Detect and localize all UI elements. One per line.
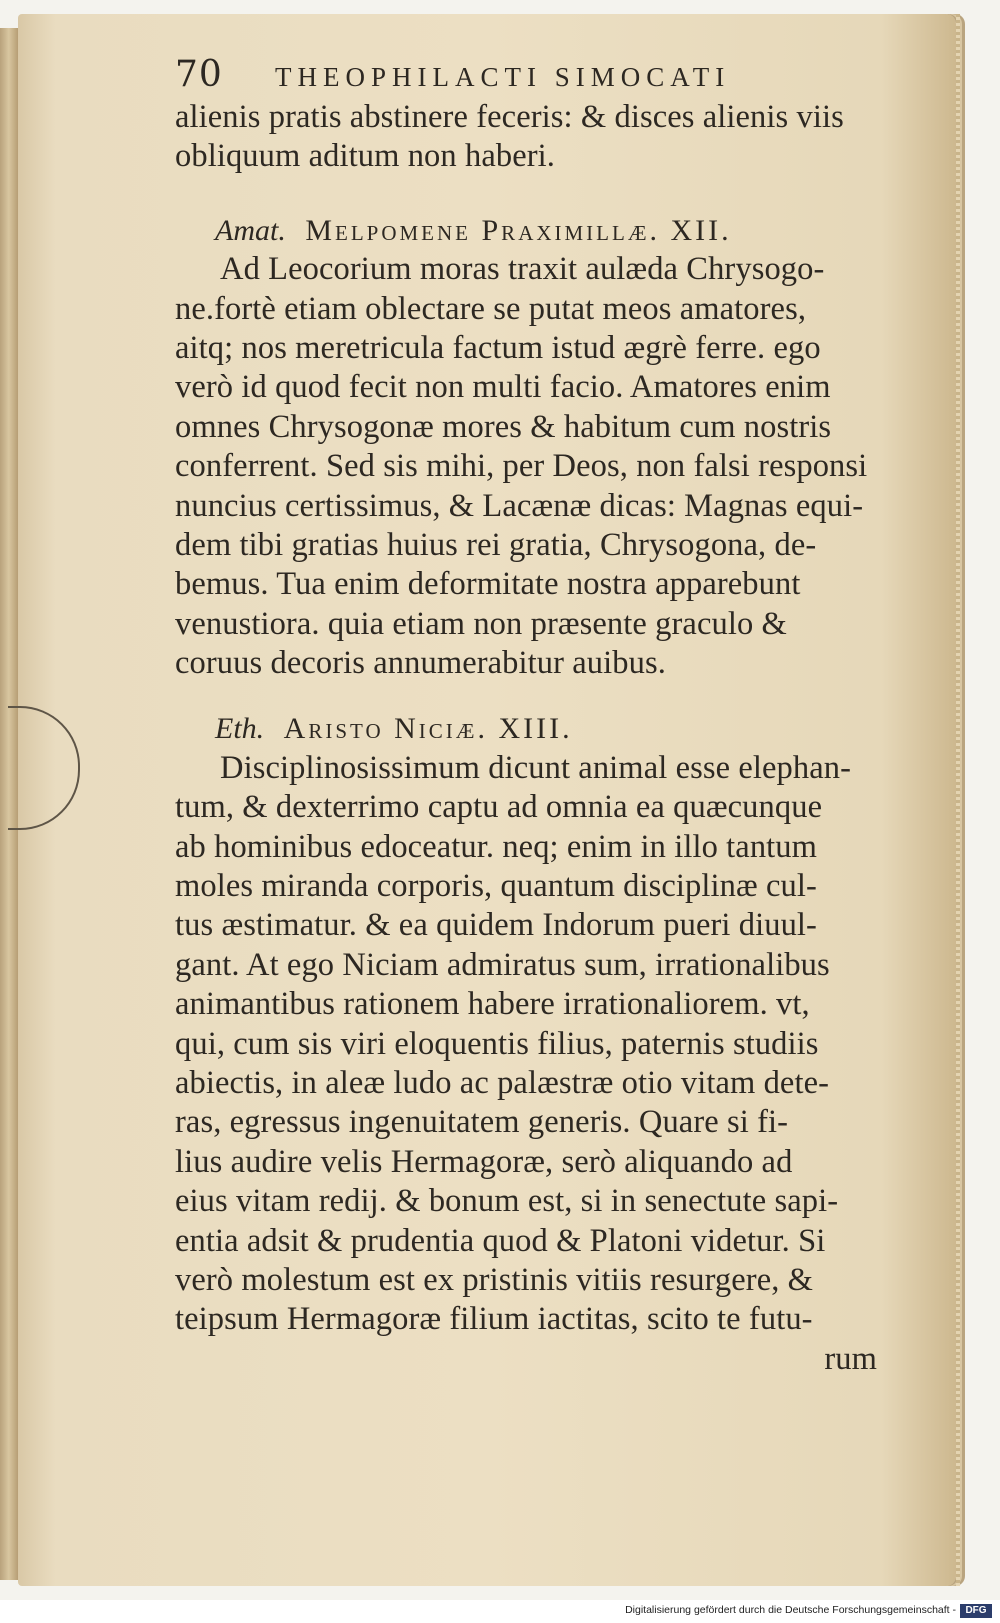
text-line: tum, & dexterrimo captu ad omnia ea quæcunque — [175, 789, 823, 826]
text-line: ne.fortè etiam oblectare se putat meos amatores, — [175, 290, 807, 327]
text-line: dem tibi gratias huius rei gratia, Chrysogona, de- — [175, 526, 817, 563]
letter-body — [175, 250, 887, 683]
text-line: verò id quod fecit non multi facio. Amatores enim — [175, 369, 831, 406]
dfg-logo: DFG — [960, 1604, 992, 1618]
funding-note: Digitalisierung gefördert durch die Deutsche Forschungsgemeinschaft - — [625, 1604, 956, 1616]
text-line: coruus decoris annumerabitur auibus. — [175, 645, 666, 682]
text-line: aitq; nos meretricula factum istud ægrè ferre. ego — [175, 329, 821, 366]
text-line: omnes Chrysogonæ mores & habitum cum nostris — [175, 408, 832, 445]
text-line: Disciplinosissimum dicunt animal esse elephan- — [220, 749, 852, 786]
text-line: abiectis, in aleæ ludo ac palæstræ otio vitam dete- — [175, 1064, 830, 1101]
letter-title: Aristo Niciæ. XIII. — [283, 712, 573, 746]
page-number: 70 — [175, 54, 223, 95]
text-line: entia adsit & prudentia quod & Platoni videtur. Si — [175, 1222, 826, 1259]
text-line: moles miranda corporis, quantum disciplinæ cul- — [175, 868, 817, 905]
letter-genre: Eth. — [215, 712, 265, 746]
text-line: animantibus rationem habere irrationaliorem. vt, — [175, 986, 810, 1023]
text-line: teipsum Hermagoræ filium iactitas, scito te futu- — [175, 1301, 813, 1338]
text-block — [175, 54, 887, 1379]
letter-body — [175, 749, 887, 1340]
text-line: ab hominibus edoceatur. neq; enim in illo tantum — [175, 828, 818, 865]
continued-text — [175, 98, 887, 177]
letter-title: Melpomene Praximillæ. XII. — [305, 213, 732, 247]
clasp-outline — [8, 706, 80, 830]
text-line: gant. At ego Niciam admiratus sum, irrationalibus — [175, 946, 830, 983]
letter-heading — [175, 211, 887, 250]
text-line: venustiora. quia etiam non præsente graculo & — [175, 605, 787, 642]
catchword: rum — [824, 1340, 877, 1377]
page-edges — [956, 14, 960, 1586]
text-line: tus æstimatur. & ea quidem Indorum pueri diuul- — [175, 907, 817, 944]
text-line: verò molestum est ex pristinis vitiis resurgere, & — [175, 1261, 814, 1298]
page-header — [175, 54, 887, 98]
running-head: THEOPHILACTI SIMOCATI — [275, 62, 731, 92]
text-line: lius audire velis Hermagoræ, serò aliquando ad — [175, 1143, 793, 1180]
text-line: eius vitam redij. & bonum est, si in senectute sapi- — [175, 1183, 839, 1220]
text-line: obliquum aditum non haberi. — [175, 138, 556, 175]
footer-bar — [0, 1600, 1000, 1623]
text-line: qui, cum sis viri eloquentis filius, paternis studiis — [175, 1025, 819, 1062]
letter-heading — [175, 709, 887, 748]
text-line: bemus. Tua enim deformitate nostra apparebunt — [175, 566, 801, 603]
text-line: nuncius certissimus, & Lacænæ dicas: Magnas equi- — [175, 487, 864, 524]
text-line: ras, egressus ingenuitatem generis. Quare si fi- — [175, 1104, 789, 1141]
text-line: Ad Leocorium moras traxit aulæda Chrysogo- — [220, 251, 825, 288]
text-line: conferrent. Sed sis mihi, per Deos, non falsi responsi — [175, 448, 868, 485]
text-line: alienis pratis abstinere feceris: & disces alienis viis — [175, 99, 844, 135]
letter-genre: Amat. — [215, 213, 286, 247]
